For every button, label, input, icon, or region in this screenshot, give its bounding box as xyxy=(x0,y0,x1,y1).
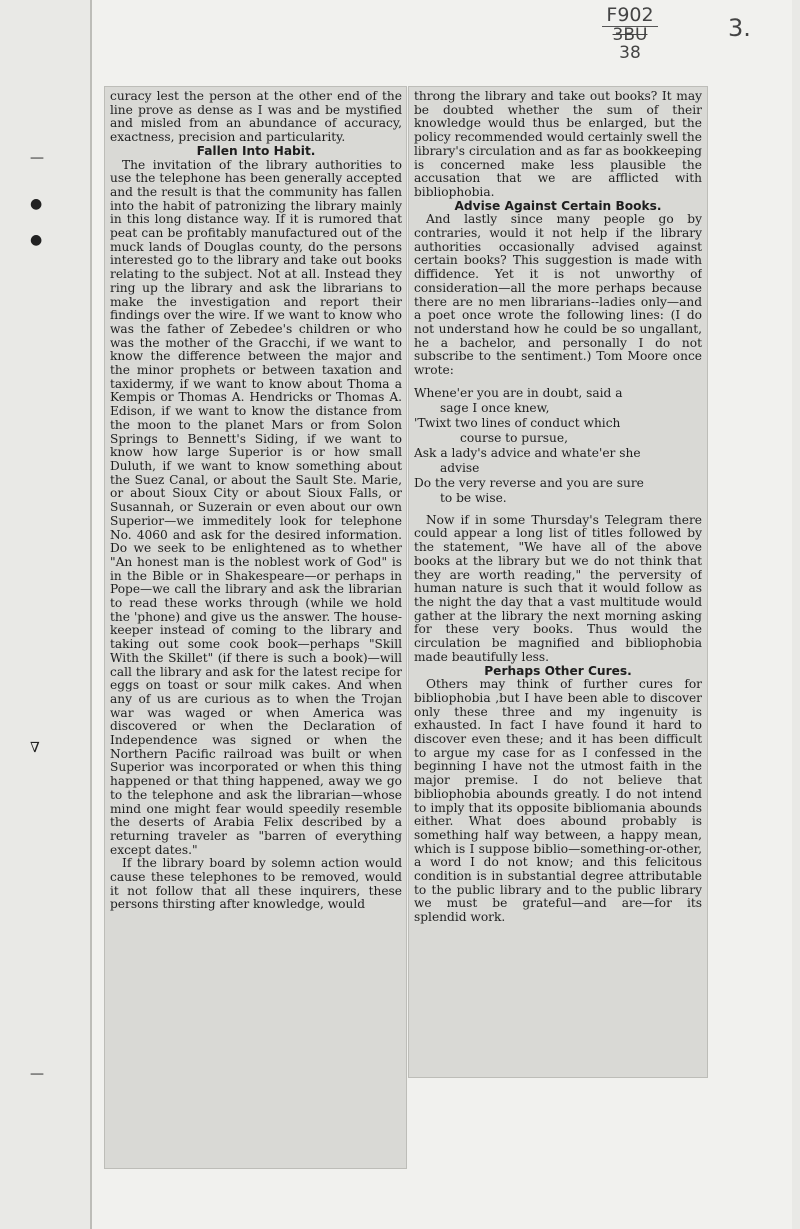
paragraph: throng the library and take out books? It may be doubted whether the sum of their knowledge would thus be enlarged, but the policy recommended would certainly swell the library's circulation and as far as bookkeeping is concerned make less plausible the accusation that we are afflicted with bibliophobia. xyxy=(414,90,702,199)
paragraph: Now if in some Thursday's Telegram there could appear a long list of titles followed by the statement, "We have all of the above books at the library but we do not think that they are worth reading," the perversity of human nature is such that it would follow as the night the day that a vast multitude would gather at the library the next morning asking for these very books. Thus would the circulation be magnified and bibliophobia made beautifully less. xyxy=(414,512,702,664)
call-number-line-1: F902 xyxy=(602,6,657,27)
article-column-right xyxy=(414,90,702,1075)
margin-mark: ∇ xyxy=(30,740,40,756)
call-number-line-2: 3BU xyxy=(612,24,648,45)
poem-quote xyxy=(414,386,702,506)
poem-line: course to pursue, xyxy=(460,430,568,445)
call-number-line-3: 38 xyxy=(619,42,641,63)
poem-line: Do the very reverse and you are sure xyxy=(414,475,644,490)
section-heading: Perhaps Other Cures. xyxy=(484,663,632,678)
poem-line: advise xyxy=(440,460,480,475)
paragraph: And lastly since many people go by contraries, would it not help if the library authorities occasionally advised against certain books? This suggestion is made with diffidence. Yet it is not unworthy of consideration—all the more perhaps because there are no men librarians--ladies only—and a poet once wrote the following lines: (I do not understand how he could be so ungallant, he a bachelor, and personally I do not subscribe to the sentiment.) Tom Moore once wrote: xyxy=(414,212,702,378)
margin-mark: — xyxy=(30,150,44,166)
paragraph: Others may think of further cures for bibliophobia ,but I have been able to discover only these three and my ingenuity is exhausted. In fact I have found it hard to discover even these; and it has been difficult to argue my case for as I confessed in the beginning I have not the utmost faith in the major premise. I do not believe that bibliophobia abounds greatly. I do not intend to imply that its opposite bibliomania abounds either. What does abound probably is something half way between, a happy mean, which is I suppose biblio—something-or-other, a word I do not know; and this felicitous condition is in substantial degree attributable to the public library and to the public library we must be grateful—and are—for its splendid work. xyxy=(414,677,702,925)
paragraph: If the library board by solemn action would cause these telephones to be removed, would it not follow that all these inquirers, these persons thirsting after knowledge, would xyxy=(110,856,402,912)
article-column-left xyxy=(110,90,402,1168)
page-number: 3. xyxy=(728,14,751,42)
poem-line: Whene'er you are in doubt, said a xyxy=(414,385,623,400)
paragraph: curacy lest the person at the other end of the line prove as dense as I was and be mystified and misled from an abundance of accuracy, exactness, precision and particularity. xyxy=(110,90,402,145)
call-number-annotation xyxy=(590,6,670,63)
paragraph: The invitation of the library authorities to use the telephone has been generally accepted and the result is that the community has fallen into the habit of patronizing the library mainly in this long distance way. If it is rumored that peat can be profitably manufactured out of the muck lands of Douglas county, do the persons interested go to the library and take out books relating to the subject. Not at all. Instead they ring up the library and ask the librarians to make the investigation and report their findings over the wire. If we want to know who was the father of Zebedee's children or who was the mother of the Gracchi, if we want to know the difference between the major and the minor prophets or between taxation and taxidermy, if we want to know about Thoma a Kempis or Thomas A. Hendricks or Thomas A. Edison, if we want to know the distance from the moon to the planet Mars or from Solon Springs to Bennett's Siding, if we want to know how large Superior is or how small Duluth, if we want to know something about the Suez Canal, or about the Sault Ste. Marie, or about Sioux City or about Sioux Falls, or Susannah, or Suzerain or even about our own Superior—we immeditely look for telephone No. 4060 and ask for the desired information. Do we seek to be enlightened as to whether "An honest man is the noblest work of God" is in the Bible or in Shakespeare—or perhaps in Pope—we call the library and ask the librarian to read these works through (while we hold the 'phone) and give us the answer. The house-keeper instead of coming to the library and taking out some cook book—perhaps "Skill With the Skillet" (if there is such a book)—will call the library and ask for the latest recipe for eggs on toast or sour milk cakes. And when any of us are curious as to when the Trojan war was waged or when America was discovered or when the Declaration of Independence was signed or when the Northern Pacific railroad was built or when Superior was incorporated or when this thing happened or that thing happened, away we go to the telephone and ask the librarian—whose mind one might fear would speedily resemble the deserts of Arabia Felix described by a returning traveler as "barren of everything except dates." xyxy=(110,157,402,857)
poem-line: Ask a lady's advice and whate'er she xyxy=(414,445,641,460)
poem-line: to be wise. xyxy=(440,490,507,505)
section-heading: Advise Against Certain Books. xyxy=(454,198,662,213)
poem-line: sage I once knew, xyxy=(440,400,550,415)
section-heading: Fallen Into Habit. xyxy=(196,143,316,158)
margin-mark: ● xyxy=(30,196,43,212)
margin-mark: — xyxy=(30,1066,44,1082)
margin-mark: ● xyxy=(30,232,43,248)
poem-line: 'Twixt two lines of conduct which xyxy=(414,415,621,430)
